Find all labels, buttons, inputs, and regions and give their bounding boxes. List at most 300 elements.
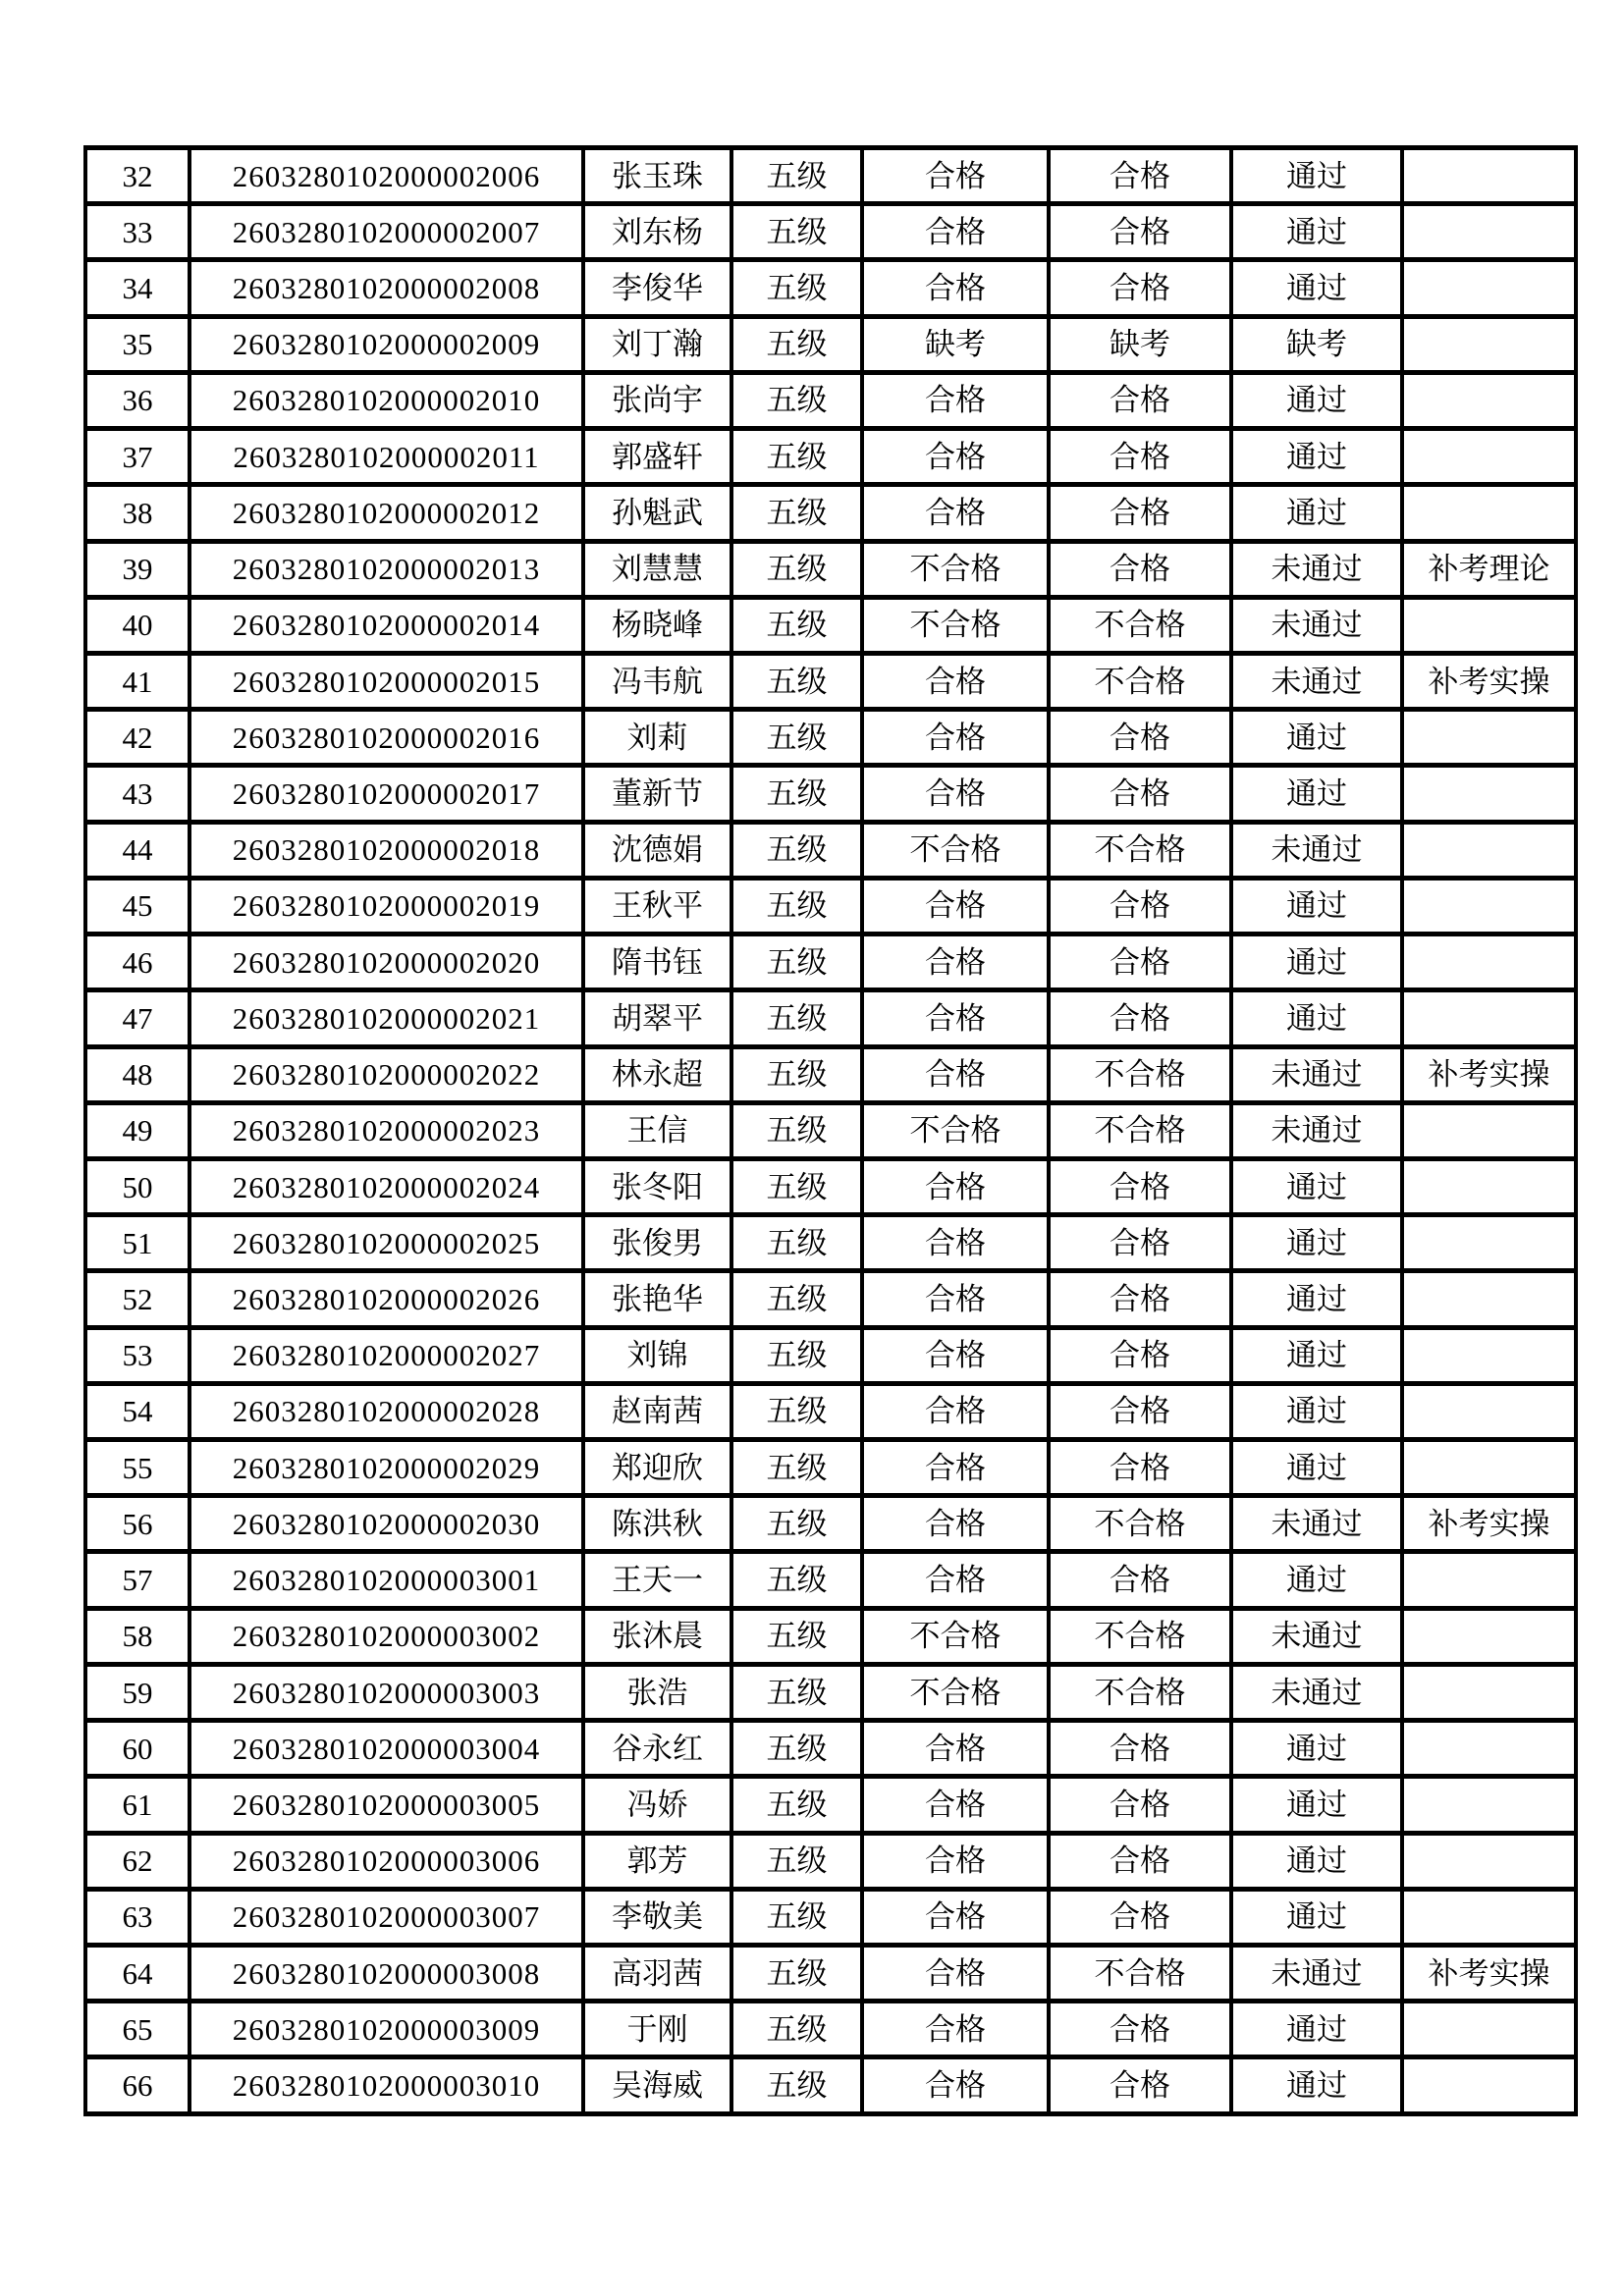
cell-name: 张玉珠	[583, 148, 731, 204]
table-row	[85, 372, 1576, 428]
table-row	[85, 1158, 1576, 1214]
cell-level: 五级	[731, 1552, 862, 1608]
cell-overall-result: 通过	[1231, 429, 1402, 485]
cell-name: 郭芳	[583, 1833, 731, 1889]
cell-name: 林永超	[583, 1046, 731, 1102]
cell-no: 42	[85, 710, 189, 766]
cell-level: 五级	[731, 485, 862, 541]
cell-cert-id: 2603280102000002028	[189, 1383, 583, 1439]
table-row	[85, 653, 1576, 709]
cell-remark	[1402, 2002, 1576, 2057]
cell-cert-id: 2603280102000002009	[189, 316, 583, 372]
cell-remark	[1402, 1271, 1576, 1327]
cell-name: 王秋平	[583, 878, 731, 934]
table-row	[85, 1664, 1576, 1720]
cell-practical-result: 不合格	[1049, 1046, 1231, 1102]
table-row	[85, 822, 1576, 878]
cell-level: 五级	[731, 1608, 862, 1664]
table-row	[85, 710, 1576, 766]
cell-practical-result: 合格	[1049, 1777, 1231, 1833]
cell-no: 66	[85, 2057, 189, 2114]
cell-theory-result: 合格	[862, 766, 1049, 822]
cell-overall-result: 通过	[1231, 1440, 1402, 1496]
cell-name: 郭盛轩	[583, 429, 731, 485]
cell-overall-result: 未通过	[1231, 1664, 1402, 1720]
exam-results-table	[83, 145, 1578, 2116]
cell-cert-id: 2603280102000002023	[189, 1102, 583, 1158]
table-row	[85, 2057, 1576, 2114]
cell-practical-result: 缺考	[1049, 316, 1231, 372]
cell-remark: 补考实操	[1402, 1496, 1576, 1552]
table-row	[85, 597, 1576, 653]
table-row	[85, 541, 1576, 597]
cell-remark	[1402, 1721, 1576, 1777]
cell-practical-result: 合格	[1049, 148, 1231, 204]
cell-cert-id: 2603280102000002010	[189, 372, 583, 428]
cell-practical-result: 合格	[1049, 1271, 1231, 1327]
table-row	[85, 990, 1576, 1046]
cell-overall-result: 通过	[1231, 260, 1402, 316]
cell-theory-result: 合格	[862, 653, 1049, 709]
table-row	[85, 429, 1576, 485]
cell-practical-result: 合格	[1049, 878, 1231, 934]
cell-cert-id: 2603280102000002012	[189, 485, 583, 541]
cell-overall-result: 通过	[1231, 1158, 1402, 1214]
cell-name: 沈德娟	[583, 822, 731, 878]
cell-overall-result: 通过	[1231, 934, 1402, 990]
cell-name: 王天一	[583, 1552, 731, 1608]
cell-name: 刘锦	[583, 1327, 731, 1383]
cell-remark	[1402, 1777, 1576, 1833]
cell-level: 五级	[731, 1327, 862, 1383]
cell-overall-result: 通过	[1231, 1271, 1402, 1327]
cell-level: 五级	[731, 1215, 862, 1271]
cell-practical-result: 合格	[1049, 934, 1231, 990]
cell-name: 张艳华	[583, 1271, 731, 1327]
cell-theory-result: 合格	[862, 1271, 1049, 1327]
table-row	[85, 148, 1576, 204]
cell-theory-result: 合格	[862, 1440, 1049, 1496]
table-row	[85, 1552, 1576, 1608]
cell-overall-result: 通过	[1231, 878, 1402, 934]
cell-no: 53	[85, 1327, 189, 1383]
cell-cert-id: 2603280102000002008	[189, 260, 583, 316]
cell-level: 五级	[731, 148, 862, 204]
cell-overall-result: 通过	[1231, 372, 1402, 428]
cell-theory-result: 合格	[862, 2002, 1049, 2057]
cell-name: 杨晓峰	[583, 597, 731, 653]
cell-level: 五级	[731, 1046, 862, 1102]
table-row	[85, 1721, 1576, 1777]
cell-theory-result: 缺考	[862, 316, 1049, 372]
cell-practical-result: 不合格	[1049, 1102, 1231, 1158]
cell-level: 五级	[731, 2057, 862, 2114]
cell-no: 64	[85, 1946, 189, 2002]
cell-theory-result: 合格	[862, 1777, 1049, 1833]
cell-name: 赵南茜	[583, 1383, 731, 1439]
cell-theory-result: 不合格	[862, 1664, 1049, 1720]
table-row	[85, 1102, 1576, 1158]
cell-theory-result: 合格	[862, 485, 1049, 541]
cell-cert-id: 2603280102000002016	[189, 710, 583, 766]
cell-remark: 补考实操	[1402, 1046, 1576, 1102]
cell-level: 五级	[731, 597, 862, 653]
cell-level: 五级	[731, 766, 862, 822]
cell-no: 39	[85, 541, 189, 597]
cell-cert-id: 2603280102000003008	[189, 1946, 583, 2002]
cell-remark	[1402, 990, 1576, 1046]
cell-remark	[1402, 710, 1576, 766]
cell-cert-id: 2603280102000002030	[189, 1496, 583, 1552]
cell-level: 五级	[731, 822, 862, 878]
cell-level: 五级	[731, 990, 862, 1046]
cell-name: 刘莉	[583, 710, 731, 766]
table-row	[85, 766, 1576, 822]
cell-theory-result: 合格	[862, 1215, 1049, 1271]
cell-cert-id: 2603280102000002022	[189, 1046, 583, 1102]
table-row	[85, 260, 1576, 316]
cell-name: 李敬美	[583, 1889, 731, 1945]
cell-theory-result: 合格	[862, 1833, 1049, 1889]
cell-theory-result: 合格	[862, 1496, 1049, 1552]
cell-no: 36	[85, 372, 189, 428]
cell-level: 五级	[731, 2002, 862, 2057]
cell-name: 李俊华	[583, 260, 731, 316]
cell-overall-result: 通过	[1231, 1833, 1402, 1889]
cell-name: 张俊男	[583, 1215, 731, 1271]
cell-no: 34	[85, 260, 189, 316]
cell-remark	[1402, 1552, 1576, 1608]
cell-overall-result: 通过	[1231, 1721, 1402, 1777]
cell-name: 张冬阳	[583, 1158, 731, 1214]
cell-remark	[1402, 316, 1576, 372]
cell-no: 41	[85, 653, 189, 709]
cell-remark	[1402, 1664, 1576, 1720]
cell-remark	[1402, 1158, 1576, 1214]
cell-cert-id: 2603280102000002018	[189, 822, 583, 878]
cell-level: 五级	[731, 1158, 862, 1214]
cell-practical-result: 合格	[1049, 1721, 1231, 1777]
cell-overall-result: 通过	[1231, 1777, 1402, 1833]
cell-overall-result: 通过	[1231, 1383, 1402, 1439]
cell-theory-result: 合格	[862, 1889, 1049, 1945]
table-row	[85, 204, 1576, 260]
cell-practical-result: 合格	[1049, 1552, 1231, 1608]
cell-theory-result: 合格	[862, 1327, 1049, 1383]
cell-overall-result: 通过	[1231, 1552, 1402, 1608]
cell-name: 刘慧慧	[583, 541, 731, 597]
cell-cert-id: 2603280102000002026	[189, 1271, 583, 1327]
cell-no: 65	[85, 2002, 189, 2057]
table-row	[85, 1946, 1576, 2002]
table-row	[85, 1777, 1576, 1833]
cell-practical-result: 不合格	[1049, 1946, 1231, 2002]
cell-cert-id: 2603280102000003010	[189, 2057, 583, 2114]
cell-cert-id: 2603280102000003009	[189, 2002, 583, 2057]
cell-practical-result: 合格	[1049, 1833, 1231, 1889]
cell-remark	[1402, 822, 1576, 878]
cell-overall-result: 通过	[1231, 204, 1402, 260]
cell-overall-result: 未通过	[1231, 822, 1402, 878]
cell-name: 冯娇	[583, 1777, 731, 1833]
cell-cert-id: 2603280102000002021	[189, 990, 583, 1046]
cell-overall-result: 通过	[1231, 1215, 1402, 1271]
cell-name: 孙魁武	[583, 485, 731, 541]
cell-practical-result: 不合格	[1049, 597, 1231, 653]
cell-remark	[1402, 878, 1576, 934]
cell-overall-result: 通过	[1231, 1327, 1402, 1383]
cell-remark	[1402, 1608, 1576, 1664]
cell-no: 50	[85, 1158, 189, 1214]
cell-level: 五级	[731, 541, 862, 597]
cell-theory-result: 合格	[862, 1046, 1049, 1102]
cell-name: 高羽茜	[583, 1946, 731, 2002]
cell-theory-result: 不合格	[862, 541, 1049, 597]
cell-no: 43	[85, 766, 189, 822]
cell-no: 55	[85, 1440, 189, 1496]
cell-cert-id: 2603280102000003003	[189, 1664, 583, 1720]
cell-no: 63	[85, 1889, 189, 1945]
cell-remark	[1402, 766, 1576, 822]
cell-remark	[1402, 204, 1576, 260]
cell-overall-result: 未通过	[1231, 1496, 1402, 1552]
cell-cert-id: 2603280102000002027	[189, 1327, 583, 1383]
cell-theory-result: 不合格	[862, 1102, 1049, 1158]
cell-cert-id: 2603280102000002029	[189, 1440, 583, 1496]
cell-no: 44	[85, 822, 189, 878]
cell-level: 五级	[731, 1946, 862, 2002]
cell-no: 52	[85, 1271, 189, 1327]
cell-name: 于刚	[583, 2002, 731, 2057]
cell-remark	[1402, 485, 1576, 541]
cell-name: 郑迎欣	[583, 1440, 731, 1496]
cell-no: 57	[85, 1552, 189, 1608]
cell-no: 32	[85, 148, 189, 204]
cell-practical-result: 合格	[1049, 204, 1231, 260]
cell-level: 五级	[731, 878, 862, 934]
cell-remark	[1402, 372, 1576, 428]
cell-cert-id: 2603280102000002013	[189, 541, 583, 597]
cell-level: 五级	[731, 372, 862, 428]
cell-theory-result: 合格	[862, 1383, 1049, 1439]
cell-overall-result: 通过	[1231, 2002, 1402, 2057]
cell-level: 五级	[731, 260, 862, 316]
cell-level: 五级	[731, 204, 862, 260]
cell-remark	[1402, 1440, 1576, 1496]
cell-remark	[1402, 2057, 1576, 2114]
cell-practical-result: 不合格	[1049, 1496, 1231, 1552]
cell-name: 张浩	[583, 1664, 731, 1720]
cell-practical-result: 合格	[1049, 372, 1231, 428]
cell-no: 62	[85, 1833, 189, 1889]
cell-name: 隋书钰	[583, 934, 731, 990]
cell-practical-result: 合格	[1049, 1383, 1231, 1439]
cell-theory-result: 合格	[862, 934, 1049, 990]
cell-theory-result: 合格	[862, 710, 1049, 766]
cell-cert-id: 2603280102000002015	[189, 653, 583, 709]
table-row	[85, 1046, 1576, 1102]
cell-level: 五级	[731, 429, 862, 485]
cell-level: 五级	[731, 1721, 862, 1777]
cell-remark	[1402, 597, 1576, 653]
cell-name: 董新节	[583, 766, 731, 822]
cell-no: 38	[85, 485, 189, 541]
cell-theory-result: 合格	[862, 1158, 1049, 1214]
cell-remark	[1402, 260, 1576, 316]
table-row	[85, 1327, 1576, 1383]
cell-practical-result: 合格	[1049, 710, 1231, 766]
table-row	[85, 1440, 1576, 1496]
cell-theory-result: 合格	[862, 1552, 1049, 1608]
cell-no: 56	[85, 1496, 189, 1552]
cell-cert-id: 2603280102000003007	[189, 1889, 583, 1945]
cell-name: 陈洪秋	[583, 1496, 731, 1552]
cell-theory-result: 合格	[862, 1946, 1049, 2002]
cell-cert-id: 2603280102000002025	[189, 1215, 583, 1271]
cell-theory-result: 不合格	[862, 822, 1049, 878]
cell-no: 58	[85, 1608, 189, 1664]
table-row	[85, 1215, 1576, 1271]
cell-cert-id: 2603280102000003004	[189, 1721, 583, 1777]
cell-no: 47	[85, 990, 189, 1046]
cell-level: 五级	[731, 1833, 862, 1889]
table-row	[85, 878, 1576, 934]
cell-level: 五级	[731, 1496, 862, 1552]
cell-remark	[1402, 429, 1576, 485]
cell-overall-result: 缺考	[1231, 316, 1402, 372]
cell-name: 张尚宇	[583, 372, 731, 428]
cell-no: 51	[85, 1215, 189, 1271]
cell-cert-id: 2603280102000002019	[189, 878, 583, 934]
cell-no: 40	[85, 597, 189, 653]
cell-remark	[1402, 148, 1576, 204]
cell-theory-result: 合格	[862, 260, 1049, 316]
cell-name: 谷永红	[583, 1721, 731, 1777]
cell-level: 五级	[731, 1102, 862, 1158]
table-row	[85, 1496, 1576, 1552]
cell-overall-result: 通过	[1231, 485, 1402, 541]
cell-name: 王信	[583, 1102, 731, 1158]
cell-no: 37	[85, 429, 189, 485]
cell-practical-result: 合格	[1049, 2002, 1231, 2057]
cell-level: 五级	[731, 1664, 862, 1720]
cell-practical-result: 合格	[1049, 260, 1231, 316]
cell-level: 五级	[731, 316, 862, 372]
cell-cert-id: 2603280102000003005	[189, 1777, 583, 1833]
table-row	[85, 1383, 1576, 1439]
cell-practical-result: 合格	[1049, 990, 1231, 1046]
cell-cert-id: 2603280102000003006	[189, 1833, 583, 1889]
cell-name: 刘东杨	[583, 204, 731, 260]
cell-level: 五级	[731, 1889, 862, 1945]
cell-overall-result: 未通过	[1231, 1102, 1402, 1158]
cell-practical-result: 不合格	[1049, 1664, 1231, 1720]
table-row	[85, 2002, 1576, 2057]
table-row	[85, 1608, 1576, 1664]
cell-cert-id: 2603280102000002014	[189, 597, 583, 653]
cell-cert-id: 2603280102000003002	[189, 1608, 583, 1664]
cell-remark	[1402, 1215, 1576, 1271]
cell-level: 五级	[731, 1271, 862, 1327]
cell-cert-id: 2603280102000003001	[189, 1552, 583, 1608]
cell-level: 五级	[731, 1777, 862, 1833]
cell-overall-result: 通过	[1231, 148, 1402, 204]
cell-overall-result: 通过	[1231, 2057, 1402, 2114]
cell-level: 五级	[731, 653, 862, 709]
cell-practical-result: 合格	[1049, 1327, 1231, 1383]
table-row	[85, 316, 1576, 372]
cell-cert-id: 2603280102000002024	[189, 1158, 583, 1214]
cell-no: 60	[85, 1721, 189, 1777]
cell-remark	[1402, 1833, 1576, 1889]
cell-remark: 补考理论	[1402, 541, 1576, 597]
cell-theory-result: 合格	[862, 148, 1049, 204]
cell-practical-result: 合格	[1049, 429, 1231, 485]
cell-theory-result: 合格	[862, 204, 1049, 260]
cell-theory-result: 合格	[862, 2057, 1049, 2114]
cell-practical-result: 合格	[1049, 2057, 1231, 2114]
cell-level: 五级	[731, 1440, 862, 1496]
results-table-body	[85, 148, 1576, 2114]
cell-overall-result: 未通过	[1231, 1946, 1402, 2002]
cell-name: 冯韦航	[583, 653, 731, 709]
cell-practical-result: 合格	[1049, 485, 1231, 541]
cell-cert-id: 2603280102000002011	[189, 429, 583, 485]
cell-theory-result: 不合格	[862, 597, 1049, 653]
cell-name: 吴海威	[583, 2057, 731, 2114]
cell-remark	[1402, 1102, 1576, 1158]
cell-cert-id: 2603280102000002017	[189, 766, 583, 822]
cell-remark	[1402, 1383, 1576, 1439]
cell-practical-result: 不合格	[1049, 653, 1231, 709]
cell-overall-result: 通过	[1231, 1889, 1402, 1945]
table-row	[85, 1833, 1576, 1889]
table-row	[85, 1889, 1576, 1945]
cell-practical-result: 不合格	[1049, 822, 1231, 878]
cell-no: 46	[85, 934, 189, 990]
cell-overall-result: 未通过	[1231, 597, 1402, 653]
table-row	[85, 934, 1576, 990]
cell-theory-result: 不合格	[862, 1608, 1049, 1664]
cell-practical-result: 合格	[1049, 766, 1231, 822]
cell-theory-result: 合格	[862, 1721, 1049, 1777]
cell-practical-result: 合格	[1049, 1215, 1231, 1271]
cell-cert-id: 2603280102000002020	[189, 934, 583, 990]
cell-remark: 补考实操	[1402, 653, 1576, 709]
cell-practical-result: 不合格	[1049, 1608, 1231, 1664]
cell-overall-result: 未通过	[1231, 541, 1402, 597]
cell-remark	[1402, 934, 1576, 990]
cell-theory-result: 合格	[862, 429, 1049, 485]
cell-no: 35	[85, 316, 189, 372]
cell-no: 54	[85, 1383, 189, 1439]
cell-overall-result: 通过	[1231, 710, 1402, 766]
cell-theory-result: 合格	[862, 372, 1049, 428]
table-row	[85, 485, 1576, 541]
cell-overall-result: 未通过	[1231, 1608, 1402, 1664]
cell-overall-result: 未通过	[1231, 1046, 1402, 1102]
cell-no: 61	[85, 1777, 189, 1833]
cell-theory-result: 合格	[862, 878, 1049, 934]
cell-cert-id: 2603280102000002006	[189, 148, 583, 204]
cell-name: 胡翠平	[583, 990, 731, 1046]
cell-level: 五级	[731, 710, 862, 766]
table-row	[85, 1271, 1576, 1327]
cell-no: 59	[85, 1664, 189, 1720]
cell-overall-result: 通过	[1231, 990, 1402, 1046]
cell-practical-result: 合格	[1049, 541, 1231, 597]
cell-remark: 补考实操	[1402, 1946, 1576, 2002]
